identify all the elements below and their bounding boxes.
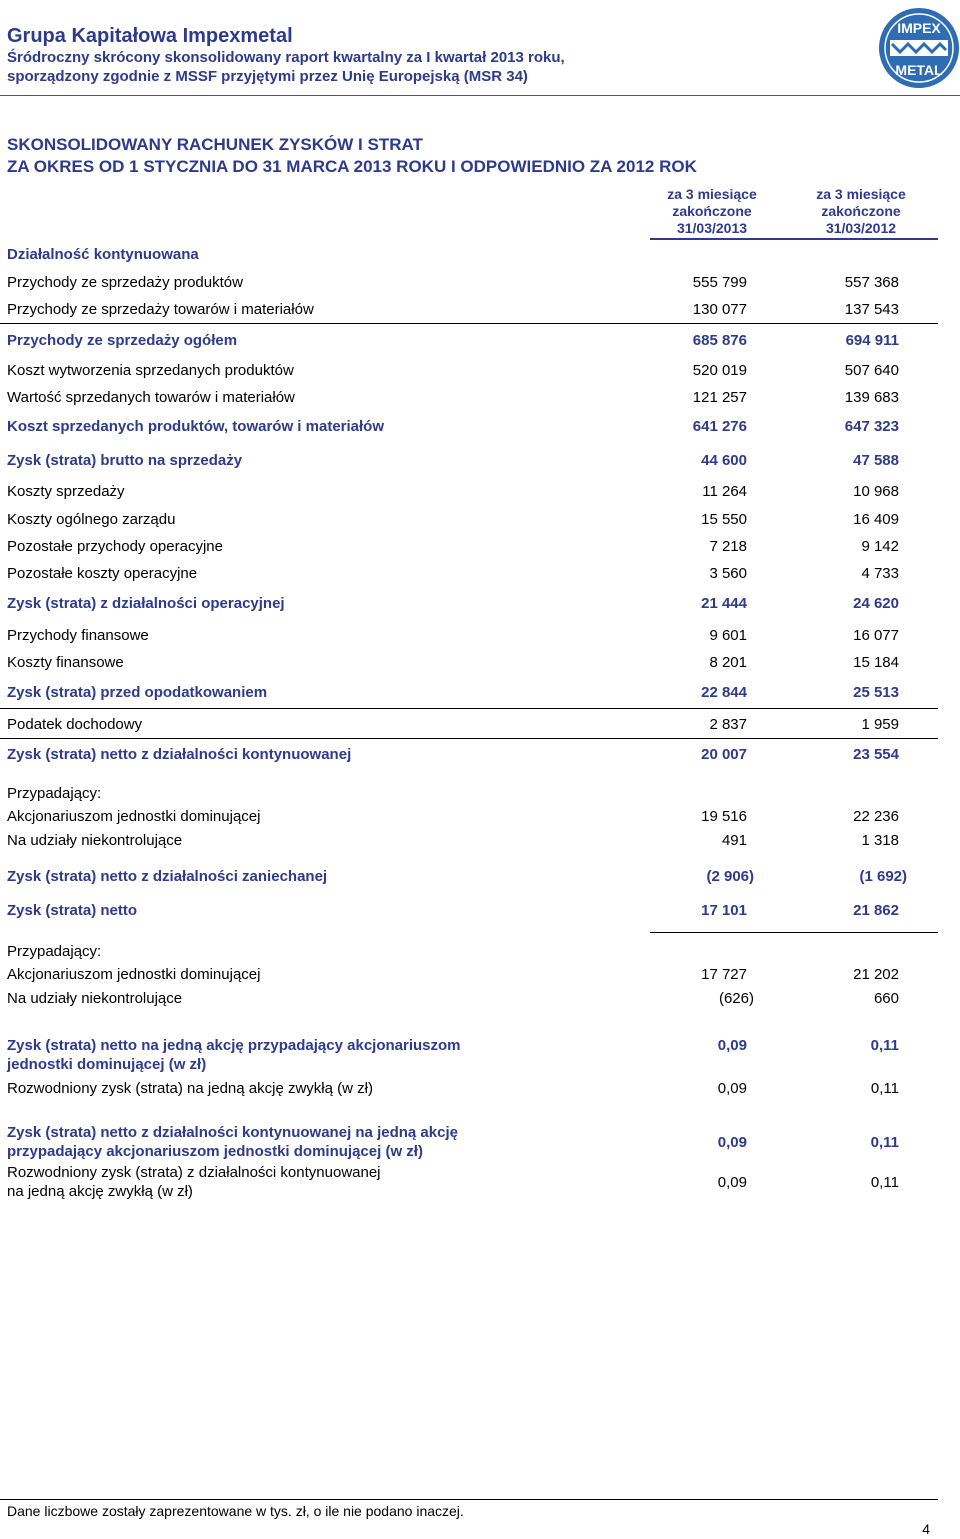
row-label: Pozostałe przychody operacyjne <box>7 538 223 555</box>
row-value-2013: 555 799 <box>692 274 747 291</box>
row-value-2012: 4 733 <box>861 565 899 582</box>
row-value-2013: 19 516 <box>701 808 747 825</box>
row-label: Zysk (strata) netto <box>7 902 138 919</box>
row-label <box>7 1036 461 1074</box>
row-value-2012: 21 202 <box>853 966 899 983</box>
row-value-2012: 21 862 <box>853 902 899 919</box>
row-label: Przychody ze sprzedaży towarów i materiałów <box>7 301 314 318</box>
table-row <box>0 1079 960 1099</box>
page-number: 4 <box>922 1521 930 1537</box>
row-label: Wartość sprzedanych towarów i materiałów <box>7 389 295 406</box>
report-subtitle-line1: Śródroczny skrócony skonsolidowany raport kwartalny za I kwartał 2013 roku, <box>7 49 565 66</box>
table-row <box>0 715 960 735</box>
column-header-2013-line1: za 3 miesiące <box>667 186 757 202</box>
row-label: Przypadający: <box>7 943 102 960</box>
section-label: Działalność kontynuowana <box>7 246 199 263</box>
row-value-2013: 130 077 <box>692 301 747 318</box>
row-label: Na udziały niekontrolujące <box>7 832 183 849</box>
row-label: Podatek dochodowy <box>7 716 143 733</box>
row-label-line2: jednostki dominującej (w zł) <box>7 1056 207 1073</box>
statement-title-line2: ZA OKRES OD 1 STYCZNIA DO 31 MARCA 2013 ROKU I ODPOWIEDNIO ZA 2012 ROK <box>7 157 697 176</box>
table-row <box>0 273 960 293</box>
row-value-2012: 647 323 <box>844 418 899 435</box>
row-value-2012: 0,11 <box>870 1174 899 1191</box>
row-value-2012: 137 543 <box>844 301 899 318</box>
row-value-2013: 17 727 <box>701 966 747 983</box>
table-row <box>0 807 960 827</box>
table-row <box>0 989 960 1009</box>
row-value-2012: 0,11 <box>870 1080 899 1097</box>
column-header-2013 <box>642 186 782 237</box>
row-value-2013: 491 <box>721 832 747 849</box>
statement-title <box>7 134 907 178</box>
row-value-2013: 0,09 <box>717 1134 747 1151</box>
row-value-2012: 15 184 <box>853 654 899 671</box>
row-label: Koszt wytworzenia sprzedanych produktów <box>7 362 294 379</box>
row-value-2013: 520 019 <box>692 362 747 379</box>
table-row-total <box>0 867 960 887</box>
row-label: Zysk (strata) przed opodatkowaniem <box>7 684 268 701</box>
row-value-2013: 7 218 <box>709 538 747 555</box>
row-label: Koszty sprzedaży <box>7 483 125 500</box>
row-value-2012: 16 077 <box>853 627 899 644</box>
table-row-total <box>0 683 960 703</box>
row-value-2012: 10 968 <box>853 483 899 500</box>
row-label-line2: przypadający akcjonariuszom jednostki dominującej (w zł) <box>7 1143 423 1160</box>
row-label: Przychody finansowe <box>7 627 149 644</box>
row-value-2013: 21 444 <box>701 595 747 612</box>
report-header <box>7 24 867 86</box>
row-label-line1: Zysk (strata) netto z działalności kontynuowanej na jedną akcję <box>7 1124 458 1141</box>
table-row <box>0 300 960 320</box>
row-value-2013: 0,09 <box>717 1080 747 1097</box>
row-value-2013: (626) <box>718 990 754 1007</box>
row-divider <box>0 738 938 739</box>
table-row <box>0 626 960 646</box>
row-label: Akcjonariuszom jednostki dominującej <box>7 808 261 825</box>
row-value-2012: 23 554 <box>853 746 899 763</box>
column-header-2012 <box>791 186 931 237</box>
footer-note: Dane liczbowe zostały zaprezentowane w tys. zł, o ile nie podano inaczej. <box>7 1503 464 1519</box>
row-value-2013: 0,09 <box>717 1174 747 1191</box>
column-header-rule <box>650 238 938 240</box>
row-divider <box>650 932 938 933</box>
table-row-heading <box>0 784 960 804</box>
row-label-line1: Zysk (strata) netto na jedną akcję przypadający akcjonariuszom <box>7 1037 461 1054</box>
row-value-2012: 25 513 <box>853 684 899 701</box>
row-label: Akcjonariuszom jednostki dominującej <box>7 966 261 983</box>
row-value-2012: 507 640 <box>844 362 899 379</box>
row-label: Zysk (strata) netto z działalności kontynuowanej <box>7 746 352 763</box>
table-row-total <box>0 331 960 351</box>
row-value-2012: 24 620 <box>853 595 899 612</box>
row-label: Koszt sprzedanych produktów, towarów i materiałów <box>7 418 384 435</box>
row-value-2012: 660 <box>873 990 899 1007</box>
row-value-2013: 22 844 <box>701 684 747 701</box>
table-row-total <box>0 901 960 921</box>
row-value-2012: 47 588 <box>853 452 899 469</box>
column-header-2012-line1: za 3 miesiące <box>816 186 906 202</box>
row-label <box>7 1123 458 1161</box>
row-label: Na udziały niekontrolujące <box>7 990 183 1007</box>
row-value-2012: 16 409 <box>853 511 899 528</box>
table-row-total <box>0 1123 960 1163</box>
row-value-2013: 2 837 <box>709 716 747 733</box>
row-value-2013: 641 276 <box>692 418 747 435</box>
column-header-2012-line3: 31/03/2012 <box>825 220 897 236</box>
row-value-2013: 11 264 <box>702 483 747 500</box>
table-row-total <box>0 594 960 614</box>
row-label: Zysk (strata) brutto na sprzedaży <box>7 452 243 469</box>
footer-divider <box>0 1499 938 1500</box>
column-header-2013-line3: 31/03/2013 <box>676 220 748 236</box>
row-label: Zysk (strata) netto z działalności zaniechanej <box>7 868 328 885</box>
row-value-2013: 8 201 <box>709 654 747 671</box>
row-divider <box>0 708 938 709</box>
report-subtitle-line2: sporządzony zgodnie z MSSF przyjętymi przez Unię Europejską (MSR 34) <box>7 68 528 85</box>
row-label: Przychody ze sprzedaży ogółem <box>7 332 238 349</box>
table-row <box>0 361 960 381</box>
row-value-2013: 685 876 <box>692 332 747 349</box>
row-value-2012: (1 692) <box>859 868 907 885</box>
row-value-2012: 139 683 <box>844 389 899 406</box>
table-row-total <box>0 745 960 765</box>
row-value-2013: 17 101 <box>701 902 747 919</box>
table-row <box>0 537 960 557</box>
row-value-2012: 0,11 <box>870 1037 899 1054</box>
row-value-2012: 694 911 <box>845 332 899 349</box>
company-name: Grupa Kapitałowa Impexmetal <box>7 25 293 47</box>
row-label: Pozostałe koszty operacyjne <box>7 565 198 582</box>
row-value-2012: 557 368 <box>844 274 899 291</box>
row-label: Rozwodniony zysk (strata) na jedną akcję zwykłą (w zł) <box>7 1080 373 1097</box>
row-divider <box>0 323 938 324</box>
row-label: Zysk (strata) z działalności operacyjnej <box>7 595 285 612</box>
table-row-total <box>0 1036 960 1076</box>
row-label: Koszty ogólnego zarządu <box>7 511 176 528</box>
row-value-2012: 22 236 <box>853 808 899 825</box>
row-value-2013: 15 550 <box>701 511 747 528</box>
row-value-2013: 44 600 <box>701 452 747 469</box>
row-value-2012: 1 318 <box>861 832 899 849</box>
row-label: Przypadający: <box>7 785 102 802</box>
logo-text-bottom: METAL <box>895 62 943 78</box>
table-row <box>0 388 960 408</box>
row-value-2013: 121 257 <box>692 389 747 406</box>
row-label <box>7 1163 381 1201</box>
statement-title-line1: SKONSOLIDOWANY RACHUNEK ZYSKÓW I STRAT <box>7 135 423 154</box>
row-value-2013: 9 601 <box>709 627 747 644</box>
table-row <box>0 482 960 502</box>
table-row <box>0 564 960 584</box>
table-row-heading <box>0 942 960 962</box>
row-label: Koszty finansowe <box>7 654 124 671</box>
row-value-2012: 9 142 <box>861 538 899 555</box>
table-row <box>0 965 960 985</box>
row-label-line2: na jedną akcję zwykłą (w zł) <box>7 1183 193 1200</box>
column-header-2012-line2: zakończone <box>821 203 901 219</box>
row-label-line1: Rozwodniony zysk (strata) z działalności kontynuowanej <box>7 1164 381 1181</box>
column-header-2013-line2: zakończone <box>672 203 752 219</box>
row-value-2013: 0,09 <box>717 1037 747 1054</box>
impexmetal-logo <box>878 6 960 90</box>
header-divider <box>0 95 960 96</box>
logo-text-top: IMPEX <box>897 20 941 36</box>
row-value-2013: 20 007 <box>701 746 747 763</box>
row-value-2013: (2 906) <box>706 868 754 885</box>
table-row <box>0 1163 960 1203</box>
table-row <box>0 653 960 673</box>
row-value-2012: 0,11 <box>870 1134 899 1151</box>
table-row <box>0 510 960 530</box>
row-value-2013: 3 560 <box>709 565 747 582</box>
table-row <box>0 831 960 851</box>
table-row-total <box>0 451 960 471</box>
table-row-total <box>0 417 960 437</box>
row-label: Przychody ze sprzedaży produktów <box>7 274 243 291</box>
row-value-2012: 1 959 <box>861 716 899 733</box>
